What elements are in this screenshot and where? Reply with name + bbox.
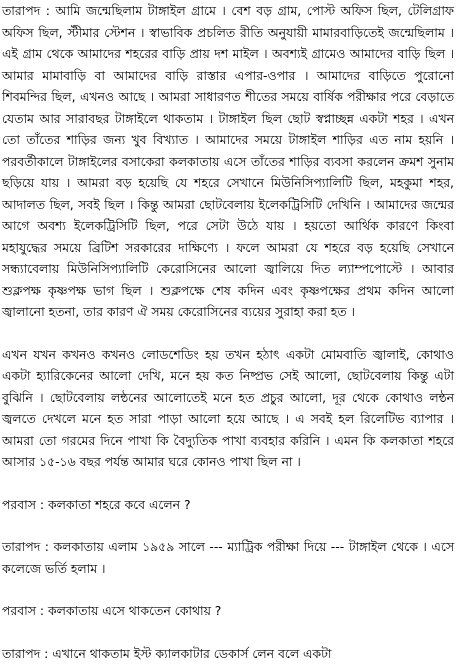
paragraph-gap bbox=[2, 515, 454, 536]
document-page bbox=[2, 0, 454, 604]
paragraph-gap bbox=[2, 323, 454, 344]
paragraph-gap bbox=[2, 473, 454, 494]
paragraph-1: তারাপদ : আমি জন্মেছিলাম টাঙ্গাইল গ্রামে । বেশ বড় গ্রাম, পোস্ট অফিস ছিল, টেলিগ্রাফ অফিস ছিল, স্টীমার স্টেশন । স্বাভাবিক প্রচলিত রীতি অনুযায়ী মামারবাড়িতেই জন্মেছিলাম । এই গ্রাম থেকে আমাদের শহরের বাড়ি প্রায় দশ মাইল । অবশ্যই গ্রামেও আমাদের বাড়ি ছিল । আমার মামাবাড়ি বা আমাদের বাড়ি রাস্তার এপার-ওপার । আমাদের বাড়িতে পুরোনো শিবমন্দির ছিল, এখনও আছে । আমরা সাধারণত শীতের সময়ে বার্ষিক পরীক্ষার পরে বেড়াতে যেতাম আর সারাবছর টাঙ্গাইলে থাকতাম । টাঙ্গাইল ছিল ছোট স্বপ্নাচ্ছন্ন একটা শহর । এখন তো তাঁতের শাড়ির জন্য খুব বিখ্যাত । আমাদের সময়ে টাঙ্গাইল শাড়ির এত নাম হয়নি । পরবর্তীকালে টাঙ্গাইলের বসাকেরা কলকাতায় এসে তাঁতের শাড়ির ব্যবসা করলেন ক্রমশ সুনাম ছড়িয়ে যায় । আমরা বড় হয়েছি যে শহরে সেখানে মিউনিসিপ্যালিটি ছিল, মহকুমা শহর, আদালত ছিল, সবই ছিল । কিন্তু আমরা ছোটবেলায় ইলেকট্রিসিটি দেখিনি । আমাদের জন্মের আগে অবশ্য ইলেকট্রিসিটি ছিল, পরে সেটা উঠে যায় । হয়তো আর্থিক কারণে কিংবা মহাযুদ্ধের সময়ে ব্রিটিশ সরকারের দাক্ষিণ্যে । ফলে আমরা যে শহরে বড় হয়েছি সেখানে সন্ধ্যাবেলায় মিউনিসিপ্যালিটি কেরোসিনের আলো জ্বালিয়ে দিত ল্যাম্পপোস্টে । আবার শুক্লপক্ষ কৃষ্ণপক্ষ ভাগ ছিল । শুক্লপক্ষে শেষ কদিন এবং কৃষ্ণপক্ষের প্রথম কদিন আলো জ্বালানো হতনা, তার কারণ ঐ সময় কেরোসিনের ব্যয়ের সুরাহা করা হত । bbox=[2, 0, 454, 323]
paragraph-2: এখন যখন কখনও কখনও লোডশেডিং হয় তখন হঠাৎ একটা মোমবাতি জ্বালাই, কোথাও একটা হ্যারিকেনের আলো দেখি, মনে হয় কত নিষ্প্রভ সেই আলো, ছোটবেলায় কিন্তু এটা বুঝিনি । ছোটবেলায় লন্ঠনের আলোতেই মনে হত প্রচুর আলো, দূর থেকে কোথাও লন্ঠন জ্বলতে দেখলে মনে হত সারা পাড়া আলো হয়ে আছে । এ সবই হল রিলেটিভ ব্যাপার । আমরা তো গরমের দিনে পাখা কি বৈদ্যুতিক পাখা ব্যবহার করিনি । এমন কি কলকাতা শহরে আসার ১৫-১৬ বছর পর্যন্ত আমার ঘরে কোনও পাখা ছিল না । bbox=[2, 344, 454, 473]
question-1: পরবাস : কলকাতা শহরে কবে এলেন ? bbox=[2, 494, 454, 516]
answer-2: তারাপদ : এখানে থাকতাম ইস্ট ক্যালকাটার ডেকার্স লেন বলে একটা bbox=[2, 643, 454, 664]
answer-1: তারাপদ : কলকাতায় এলাম ১৯৫৯ সালে --- ম্যাট্রিক পরীক্ষা দিয়ে --- টাঙ্গাইল থেকে । এসে কলেজে ভর্তি হলাম । bbox=[2, 536, 454, 579]
paragraph-gap bbox=[2, 579, 454, 600]
paragraph-gap bbox=[2, 622, 454, 643]
question-2: পরবাস : কলকাতায় এসে থাকতেন কোথায় ? bbox=[2, 600, 454, 622]
